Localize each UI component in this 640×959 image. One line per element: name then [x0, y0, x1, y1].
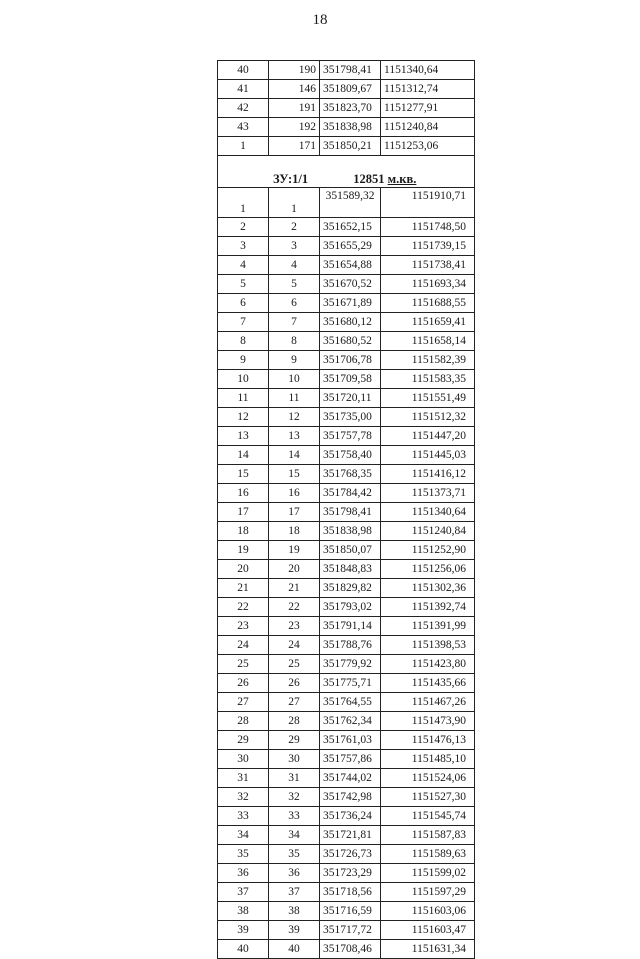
- point-number: 6: [218, 294, 269, 313]
- point-id: 24: [269, 636, 320, 655]
- y-coordinate: 1151476,13: [381, 731, 475, 750]
- table-row: [218, 636, 475, 655]
- y-coordinate: 1151910,71: [381, 188, 475, 218]
- y-coordinate: 1151582,39: [381, 351, 475, 370]
- point-id: 33: [269, 807, 320, 826]
- point-id: 4: [269, 256, 320, 275]
- point-id: 35: [269, 845, 320, 864]
- point-number: 3: [218, 237, 269, 256]
- point-number: 7: [218, 313, 269, 332]
- table-row: [218, 807, 475, 826]
- y-coordinate: 1151603,47: [381, 921, 475, 940]
- x-coordinate: 351736,24: [320, 807, 381, 826]
- table-row: [218, 655, 475, 674]
- y-coordinate: 1151738,41: [381, 256, 475, 275]
- point-number: 1: [218, 188, 269, 218]
- page-number: 18: [312, 12, 328, 28]
- point-id: 25: [269, 655, 320, 674]
- y-coordinate: 1151398,53: [381, 636, 475, 655]
- y-coordinate: 1151340,64: [381, 61, 475, 80]
- x-coordinate: 351761,03: [320, 731, 381, 750]
- point-id: 21: [269, 579, 320, 598]
- x-coordinate: 351823,70: [320, 99, 381, 118]
- point-number: 10: [218, 370, 269, 389]
- table-row: [218, 237, 475, 256]
- point-number: 29: [218, 731, 269, 750]
- table-row: [218, 484, 475, 503]
- x-coordinate: 351757,86: [320, 750, 381, 769]
- y-coordinate: 1151587,83: [381, 826, 475, 845]
- point-id: 27: [269, 693, 320, 712]
- y-coordinate: 1151391,99: [381, 617, 475, 636]
- parcel-header-section: [218, 156, 475, 188]
- point-number: 14: [218, 446, 269, 465]
- x-coordinate: 351655,29: [320, 237, 381, 256]
- y-coordinate: 1151302,36: [381, 579, 475, 598]
- point-number: 33: [218, 807, 269, 826]
- table-row: [218, 80, 475, 99]
- table-row: [218, 99, 475, 118]
- table-row: [218, 503, 475, 522]
- point-id: 17: [269, 503, 320, 522]
- point-id: 37: [269, 883, 320, 902]
- table-row: [218, 902, 475, 921]
- point-id: 5: [269, 275, 320, 294]
- point-number: 38: [218, 902, 269, 921]
- point-id: 23: [269, 617, 320, 636]
- x-coordinate: 351798,41: [320, 503, 381, 522]
- point-id: 1: [269, 188, 320, 218]
- point-number: 2: [218, 218, 269, 237]
- table-row: [218, 137, 475, 156]
- x-coordinate: 351680,52: [320, 332, 381, 351]
- x-coordinate: 351850,21: [320, 137, 381, 156]
- point-id: 30: [269, 750, 320, 769]
- y-coordinate: 1151240,84: [381, 522, 475, 541]
- table-row: [218, 617, 475, 636]
- x-coordinate: 351838,98: [320, 118, 381, 137]
- point-id: 10: [269, 370, 320, 389]
- point-number: 22: [218, 598, 269, 617]
- x-coordinate: 351716,59: [320, 902, 381, 921]
- y-coordinate: 1151256,06: [381, 560, 475, 579]
- y-coordinate: 1151445,03: [381, 446, 475, 465]
- x-coordinate: 351838,98: [320, 522, 381, 541]
- x-coordinate: 351721,81: [320, 826, 381, 845]
- y-coordinate: 1151583,35: [381, 370, 475, 389]
- point-id: 8: [269, 332, 320, 351]
- parcel-area-value: 12851: [353, 172, 385, 186]
- x-coordinate: 351848,83: [320, 560, 381, 579]
- y-coordinate: 1151658,14: [381, 332, 475, 351]
- point-number: 41: [218, 80, 269, 99]
- x-coordinate: 351717,72: [320, 921, 381, 940]
- x-coordinate: 351775,71: [320, 674, 381, 693]
- table-row: [218, 845, 475, 864]
- point-id: 171: [269, 137, 320, 156]
- x-coordinate: 351793,02: [320, 598, 381, 617]
- table-row: [218, 788, 475, 807]
- point-number: 42: [218, 99, 269, 118]
- point-number: 13: [218, 427, 269, 446]
- point-id: 146: [269, 80, 320, 99]
- point-number: 15: [218, 465, 269, 484]
- x-coordinate: 351768,35: [320, 465, 381, 484]
- point-number: 18: [218, 522, 269, 541]
- point-number: 23: [218, 617, 269, 636]
- x-coordinate: 351784,42: [320, 484, 381, 503]
- point-id: 34: [269, 826, 320, 845]
- table-row: [218, 712, 475, 731]
- table-row: [218, 522, 475, 541]
- y-coordinate: 1151597,29: [381, 883, 475, 902]
- table-row: [218, 294, 475, 313]
- point-number: 26: [218, 674, 269, 693]
- x-coordinate: 351589,32: [320, 188, 381, 218]
- coordinates-table: [217, 60, 475, 959]
- point-id: 19: [269, 541, 320, 560]
- table-row: [218, 313, 475, 332]
- table-row: [218, 940, 475, 959]
- x-coordinate: 351788,76: [320, 636, 381, 655]
- point-number: 19: [218, 541, 269, 560]
- y-coordinate: 1151527,30: [381, 788, 475, 807]
- table-row: [218, 389, 475, 408]
- point-id: 16: [269, 484, 320, 503]
- x-coordinate: 351829,82: [320, 579, 381, 598]
- point-number: 5: [218, 275, 269, 294]
- point-id: 190: [269, 61, 320, 80]
- point-id: 9: [269, 351, 320, 370]
- x-coordinate: 351850,07: [320, 541, 381, 560]
- x-coordinate: 351723,29: [320, 864, 381, 883]
- table-row: [218, 579, 475, 598]
- y-coordinate: 1151416,12: [381, 465, 475, 484]
- table-row: [218, 541, 475, 560]
- point-number: 32: [218, 788, 269, 807]
- x-coordinate: 351762,34: [320, 712, 381, 731]
- y-coordinate: 1151373,71: [381, 484, 475, 503]
- table-row: [218, 188, 475, 218]
- table-row: [218, 731, 475, 750]
- point-id: 38: [269, 902, 320, 921]
- point-id: 11: [269, 389, 320, 408]
- table-row: [218, 351, 475, 370]
- y-coordinate: 1151423,80: [381, 655, 475, 674]
- table-row: [218, 883, 475, 902]
- point-id: 31: [269, 769, 320, 788]
- point-id: 15: [269, 465, 320, 484]
- x-coordinate: 351735,00: [320, 408, 381, 427]
- x-coordinate: 351798,41: [320, 61, 381, 80]
- point-number: 24: [218, 636, 269, 655]
- table-row: [218, 408, 475, 427]
- x-coordinate: 351709,58: [320, 370, 381, 389]
- point-id: 36: [269, 864, 320, 883]
- x-coordinate: 351671,89: [320, 294, 381, 313]
- y-coordinate: 1151340,64: [381, 503, 475, 522]
- point-id: 3: [269, 237, 320, 256]
- y-coordinate: 1151473,90: [381, 712, 475, 731]
- y-coordinate: 1151277,91: [381, 99, 475, 118]
- y-coordinate: 1151312,74: [381, 80, 475, 99]
- point-id: 14: [269, 446, 320, 465]
- point-id: 192: [269, 118, 320, 137]
- table-row: [218, 427, 475, 446]
- point-number: 12: [218, 408, 269, 427]
- y-coordinate: 1151603,06: [381, 902, 475, 921]
- y-coordinate: 1151252,90: [381, 541, 475, 560]
- parcel-area: [353, 171, 416, 187]
- point-number: 4: [218, 256, 269, 275]
- point-number: 21: [218, 579, 269, 598]
- x-coordinate: 351726,73: [320, 845, 381, 864]
- x-coordinate: 351654,88: [320, 256, 381, 275]
- point-number: 37: [218, 883, 269, 902]
- point-number: 30: [218, 750, 269, 769]
- y-coordinate: 1151739,15: [381, 237, 475, 256]
- point-number: 20: [218, 560, 269, 579]
- point-id: 2: [269, 218, 320, 237]
- table-row: [218, 256, 475, 275]
- parcel-area-unit: м.кв.: [387, 172, 417, 186]
- point-id: 6: [269, 294, 320, 313]
- previous-parcel-rows: [218, 61, 475, 156]
- point-number: 31: [218, 769, 269, 788]
- point-number: 40: [218, 940, 269, 959]
- y-coordinate: 1151253,06: [381, 137, 475, 156]
- x-coordinate: 351652,15: [320, 218, 381, 237]
- point-number: 27: [218, 693, 269, 712]
- point-number: 34: [218, 826, 269, 845]
- x-coordinate: 351720,11: [320, 389, 381, 408]
- y-coordinate: 1151447,20: [381, 427, 475, 446]
- point-id: 7: [269, 313, 320, 332]
- table-row: [218, 674, 475, 693]
- point-number: 9: [218, 351, 269, 370]
- table-row: [218, 560, 475, 579]
- point-id: 13: [269, 427, 320, 446]
- x-coordinate: 351757,78: [320, 427, 381, 446]
- x-coordinate: 351718,56: [320, 883, 381, 902]
- table-row: [218, 826, 475, 845]
- y-coordinate: 1151435,66: [381, 674, 475, 693]
- point-id: 32: [269, 788, 320, 807]
- y-coordinate: 1151467,26: [381, 693, 475, 712]
- y-coordinate: 1151659,41: [381, 313, 475, 332]
- x-coordinate: 351706,78: [320, 351, 381, 370]
- y-coordinate: 1151524,06: [381, 769, 475, 788]
- point-number: 39: [218, 921, 269, 940]
- table-row: [218, 769, 475, 788]
- point-id: 20: [269, 560, 320, 579]
- x-coordinate: 351742,98: [320, 788, 381, 807]
- table-row: [218, 693, 475, 712]
- table-row: [218, 218, 475, 237]
- y-coordinate: 1151631,34: [381, 940, 475, 959]
- point-id: 26: [269, 674, 320, 693]
- point-id: 28: [269, 712, 320, 731]
- x-coordinate: 351708,46: [320, 940, 381, 959]
- point-id: 18: [269, 522, 320, 541]
- point-number: 43: [218, 118, 269, 137]
- point-id: 191: [269, 99, 320, 118]
- point-number: 35: [218, 845, 269, 864]
- y-coordinate: 1151512,32: [381, 408, 475, 427]
- point-number: 36: [218, 864, 269, 883]
- point-number: 40: [218, 61, 269, 80]
- y-coordinate: 1151693,34: [381, 275, 475, 294]
- parcel-header-cell: [218, 156, 475, 188]
- point-id: 39: [269, 921, 320, 940]
- parcel-name: ЗУ:1/1: [273, 172, 309, 186]
- parcel-rows: [218, 188, 475, 959]
- point-id: 29: [269, 731, 320, 750]
- point-id: 40: [269, 940, 320, 959]
- x-coordinate: 351779,92: [320, 655, 381, 674]
- x-coordinate: 351680,12: [320, 313, 381, 332]
- y-coordinate: 1151545,74: [381, 807, 475, 826]
- y-coordinate: 1151688,55: [381, 294, 475, 313]
- x-coordinate: 351670,52: [320, 275, 381, 294]
- table-row: [218, 921, 475, 940]
- table-row: [218, 118, 475, 137]
- point-number: 17: [218, 503, 269, 522]
- parcel-header-row: [218, 156, 475, 188]
- table-row: [218, 61, 475, 80]
- point-number: 8: [218, 332, 269, 351]
- point-number: 1: [218, 137, 269, 156]
- y-coordinate: 1151392,74: [381, 598, 475, 617]
- point-id: 12: [269, 408, 320, 427]
- x-coordinate: 351809,67: [320, 80, 381, 99]
- point-id: 22: [269, 598, 320, 617]
- x-coordinate: 351744,02: [320, 769, 381, 788]
- table-row: [218, 446, 475, 465]
- table-row: [218, 370, 475, 389]
- y-coordinate: 1151240,84: [381, 118, 475, 137]
- table-row: [218, 750, 475, 769]
- y-coordinate: 1151748,50: [381, 218, 475, 237]
- y-coordinate: 1151551,49: [381, 389, 475, 408]
- y-coordinate: 1151599,02: [381, 864, 475, 883]
- point-number: 25: [218, 655, 269, 674]
- point-number: 11: [218, 389, 269, 408]
- x-coordinate: 351791,14: [320, 617, 381, 636]
- table-row: [218, 864, 475, 883]
- table-row: [218, 598, 475, 617]
- table-row: [218, 332, 475, 351]
- y-coordinate: 1151589,63: [381, 845, 475, 864]
- point-number: 28: [218, 712, 269, 731]
- table-row: [218, 275, 475, 294]
- x-coordinate: 351764,55: [320, 693, 381, 712]
- table-row: [218, 465, 475, 484]
- x-coordinate: 351758,40: [320, 446, 381, 465]
- y-coordinate: 1151485,10: [381, 750, 475, 769]
- point-number: 16: [218, 484, 269, 503]
